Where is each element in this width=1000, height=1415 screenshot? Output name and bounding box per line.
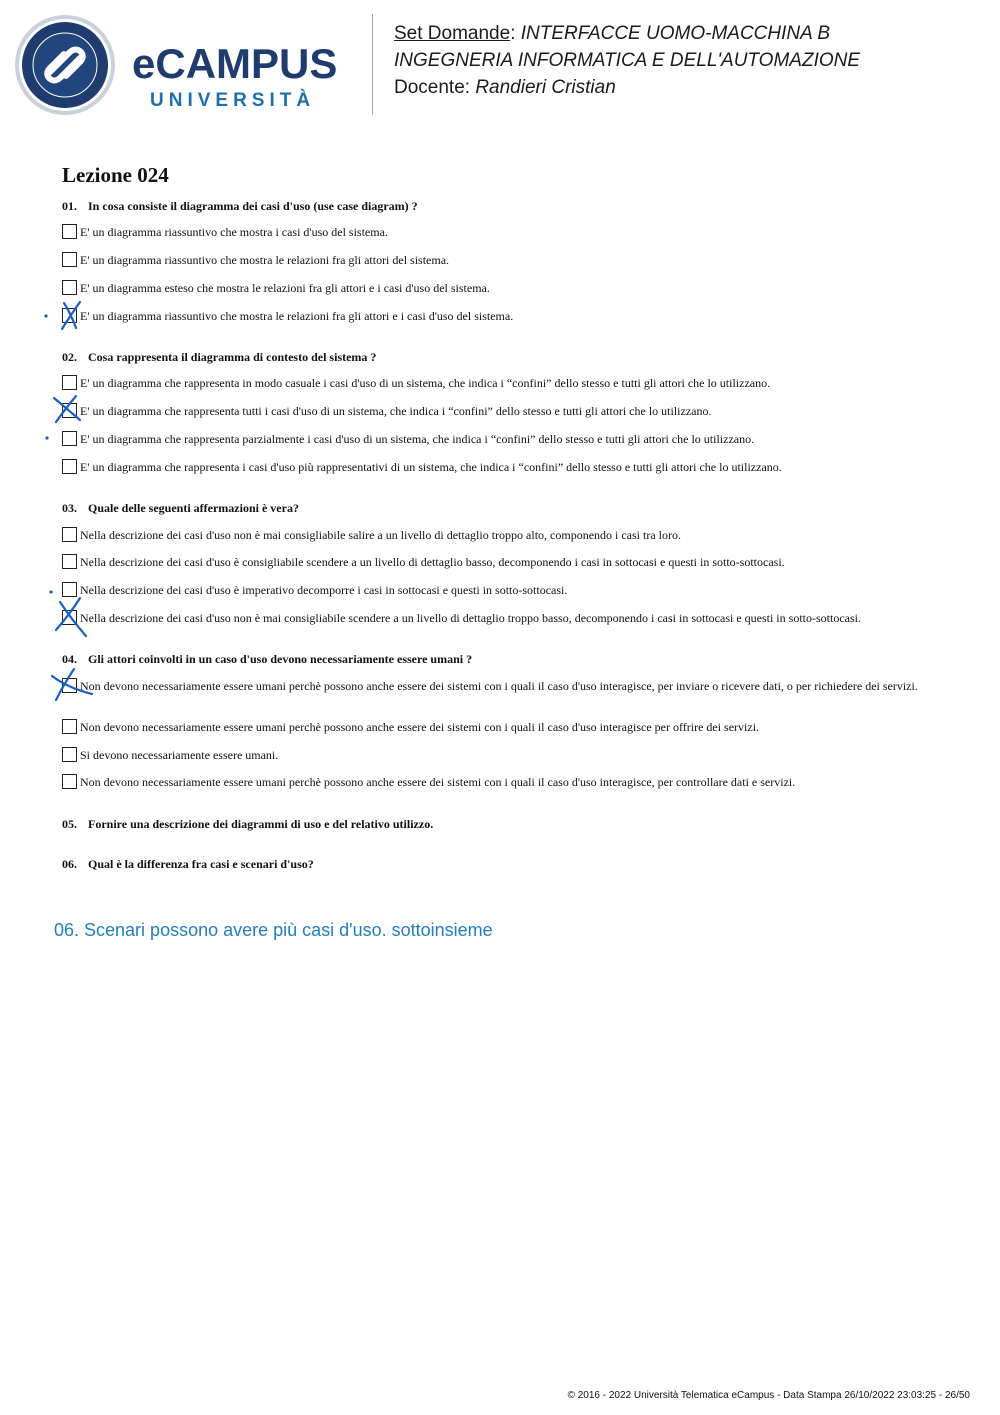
answer-checkbox[interactable] — [62, 747, 77, 762]
university-seal-logo — [14, 14, 116, 116]
answer-option: E' un diagramma che rappresenta in modo casuale i casi d'uso di un sistema, che indica i “confini” dello stesso e tutti gli attori che lo utilizzano. — [62, 376, 922, 390]
page-header — [0, 0, 1000, 130]
answer-checkbox[interactable] — [62, 280, 77, 295]
answer-option: Nella descrizione dei casi d'uso è consigliabile scendere a un livello di dettaglio basso, decomponendo i casi in sottocasi e questi in sotto-sottocasi. — [62, 555, 922, 569]
course-name: INGEGNERIA INFORMATICA E DELL'AUTOMAZIONE — [394, 50, 861, 71]
teacher-label: Docente: — [394, 77, 471, 98]
question-02: 02. Cosa rappresenta il diagramma di contesto del sistema ? — [62, 350, 377, 364]
svg-text:UNIVERSITÀ: UNIVERSITÀ — [150, 90, 316, 111]
question-06: 06. Qual è la differenza fra casi e scenari d'uso? — [62, 857, 314, 871]
answer-option: E' un diagramma che rappresenta i casi d'uso più rappresentativi di un sistema, che indica i “confini” dello stesso e tutti gli attori che lo utilizzano. — [62, 460, 922, 474]
answer-option: E' un diagramma che rappresenta parzialmente i casi d'uso di un sistema, che indica i “confini” dello stesso e tutti gli attori che lo utilizzano. — [62, 432, 922, 446]
lesson-title: Lezione 024 — [62, 163, 169, 187]
answer-checkbox[interactable] — [62, 678, 77, 693]
answer-checkbox[interactable] — [62, 308, 77, 323]
answer-checkbox[interactable] — [62, 554, 77, 569]
page-footer: © 2016 - 2022 Università Telematica eCampus - Data Stampa 26/10/2022 23:03:25 - 26/50 — [567, 1390, 970, 1401]
answer-checkbox[interactable] — [62, 527, 77, 542]
answer-option: Si devono necessariamente essere umani. — [62, 748, 922, 762]
answer-option: E' un diagramma esteso che mostra le relazioni fra gli attori e i casi d'uso del sistema. — [62, 281, 922, 295]
answer-checkbox[interactable] — [62, 224, 77, 239]
svg-text:eCAMPUS: eCAMPUS — [132, 40, 338, 87]
set-label: Set Domande — [394, 23, 511, 44]
answer-checkbox[interactable] — [62, 403, 77, 418]
ecampus-wordmark-logo — [132, 40, 357, 112]
ink-dot — [45, 436, 48, 439]
answer-checkbox[interactable] — [62, 459, 77, 474]
answer-checkbox[interactable] — [62, 582, 77, 597]
answer-option: Non devono necessariamente essere umani perchè possono anche essere dei sistemi con i quali il caso d'uso interagisce per offrire dei servizi. — [62, 720, 922, 734]
question-03: 03. Quale delle seguenti affermazioni è vera? — [62, 501, 299, 515]
teacher-line — [394, 74, 860, 101]
answer-option: E' un diagramma riassuntivo che mostra i casi d'uso del sistema. — [62, 225, 922, 239]
answer-option: E' un diagramma che rappresenta tutti i casi d'uso di un sistema, che indica i “confini” dello stesso e tutti gli attori che lo utilizzano. — [62, 404, 922, 418]
ink-dot — [49, 590, 52, 593]
answer-option: Nella descrizione dei casi d'uso non è mai consigliabile scendere a un livello di dettaglio troppo basso, decomponendo i casi in sottocasi e questi in sotto-sottocasi. — [62, 611, 922, 625]
header-info — [394, 20, 860, 101]
answer-option: Non devono necessariamente essere umani perchè possono anche essere dei sistemi con i quali il caso d'uso interagisce, per controllare dati e servizi. — [62, 775, 922, 789]
set-line: Set Domande: INTERFACCE UOMO-MACCHINA B — [394, 23, 831, 44]
teacher-name: Randieri Cristian — [475, 77, 616, 98]
handwritten-answer: 06. Scenari possono avere più casi d'uso. sottoinsieme — [54, 920, 493, 940]
ink-dot — [44, 314, 47, 317]
answer-checkbox[interactable] — [62, 610, 77, 625]
answer-option: E' un diagramma riassuntivo che mostra le relazioni fra gli attori del sistema. — [62, 253, 922, 267]
answer-checkbox[interactable] — [62, 719, 77, 734]
answer-option: Nella descrizione dei casi d'uso è imperativo decomporre i casi in sottocasi e questi in sotto-sottocasi. — [62, 583, 922, 597]
course-line — [394, 47, 860, 74]
answer-checkbox[interactable] — [62, 375, 77, 390]
question-05: 05. Fornire una descrizione dei diagrammi di uso e del relativo utilizzo. — [62, 817, 434, 831]
answer-option: Non devono necessariamente essere umani perchè possono anche essere dei sistemi con i quali il caso d'uso interagisce, per inviare o ricevere dati, o per richiedere dei servizi. — [62, 679, 922, 693]
answer-option: E' un diagramma riassuntivo che mostra le relazioni fra gli attori e i casi d'uso del sistema. — [62, 309, 922, 323]
answer-option: Nella descrizione dei casi d'uso non è mai consigliabile salire a un livello di dettaglio troppo alto, componendo i casi tra loro. — [62, 528, 922, 542]
set-title: INTERFACCE UOMO-MACCHINA B — [520, 23, 831, 44]
question-01: 01. In cosa consiste il diagramma dei casi d'uso (use case diagram) ? — [62, 199, 418, 213]
header-divider — [372, 14, 373, 115]
answer-checkbox[interactable] — [62, 774, 77, 789]
question-04: 04. Gli attori coinvolti in un caso d'uso devono necessariamente essere umani ? — [62, 652, 473, 666]
answer-checkbox[interactable] — [62, 431, 77, 446]
answer-checkbox[interactable] — [62, 252, 77, 267]
